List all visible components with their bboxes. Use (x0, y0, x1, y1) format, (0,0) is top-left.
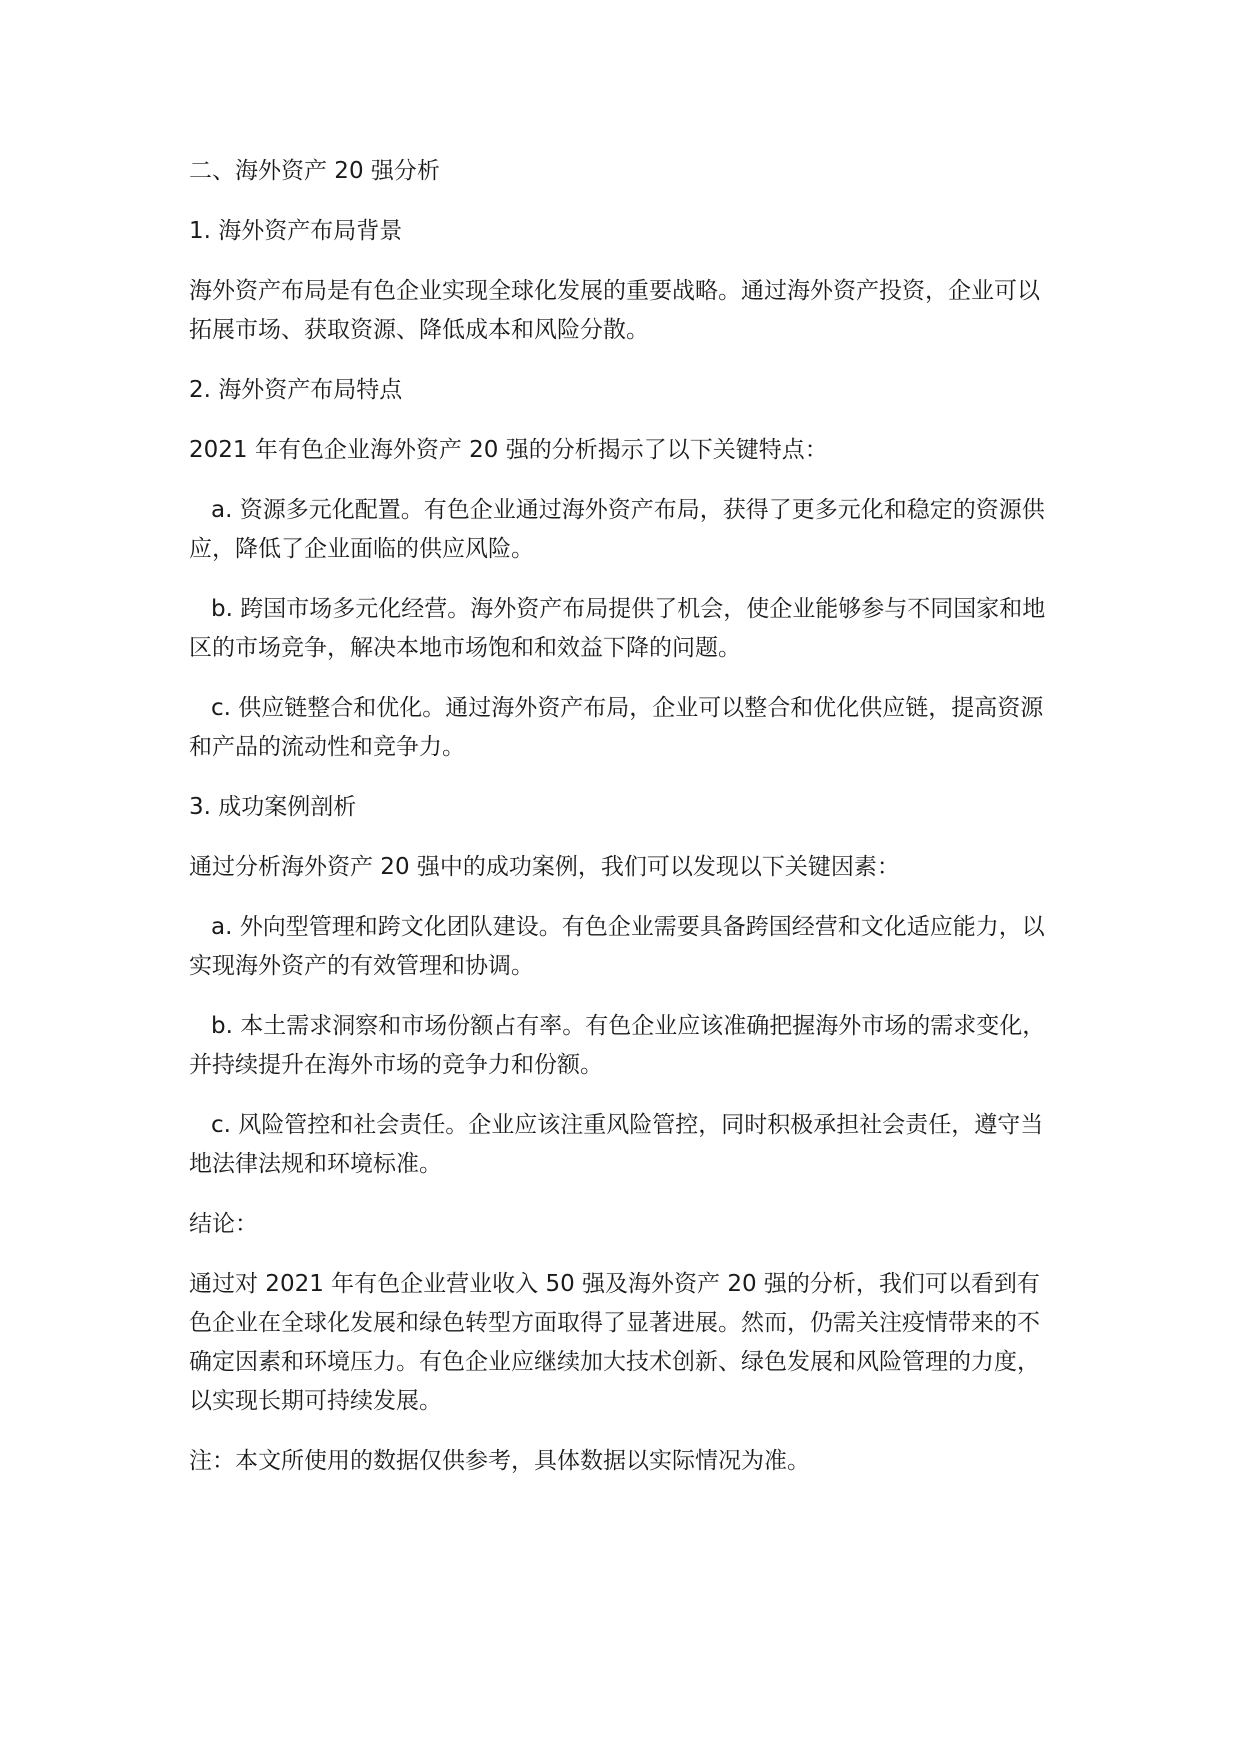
section-title: 二、海外资产 20 强分析 (189, 158, 440, 184)
sub3-heading: 3. 成功案例剖析 (189, 794, 357, 820)
note: 注：本文所使用的数据仅供参考，具体数据以实际情况为准。 (189, 1448, 810, 1474)
sub1-heading: 1. 海外资产布局背景 (189, 218, 403, 244)
sub3-intro: 通过分析海外资产 20 强中的成功案例，我们可以发现以下关键因素： (189, 854, 900, 880)
sub3-item-c: c. 风险管控和社会责任。企业应该注重风险管控，同时积极承担社会责任，遵守当地法律法规和环境标准。 (189, 1112, 1044, 1177)
sub2-item-a: a. 资源多元化配置。有色企业通过海外资产布局，获得了更多元化和稳定的资源供应，降低了企业面临的供应风险。 (189, 497, 1045, 562)
sub3-item-b: b. 本土需求洞察和市场份额占有率。有色企业应该准确把握海外市场的需求变化，并持续提升在海外市场的竞争力和份额。 (189, 1013, 1046, 1078)
conclusion-paragraph: 通过对 2021 年有色企业营业收入 50 强及海外资产 20 强的分析，我们可以看到有色企业在全球化发展和绿色转型方面取得了显著进展。然而，仍需关注疫情带来的不确定因素和环境压力。有色企业应继续加大技术创新、绿色发展和风险管理的力度，以实现长期可持续发展。 (189, 1271, 1040, 1414)
sub1-paragraph: 海外资产布局是有色企业实现全球化发展的重要战略。通过海外资产投资，企业可以拓展市场、获取资源、降低成本和风险分散。 (189, 278, 1040, 343)
document-body (189, 152, 1049, 1502)
sub2-item-c: c. 供应链整合和优化。通过海外资产布局，企业可以整合和优化供应链，提高资源和产品的流动性和竞争力。 (189, 695, 1044, 760)
sub2-heading: 2. 海外资产布局特点 (189, 377, 403, 403)
sub3-item-a: a. 外向型管理和跨文化团队建设。有色企业需要具备跨国经营和文化适应能力，以实现海外资产的有效管理和协调。 (189, 914, 1045, 979)
conclusion-heading: 结论： (189, 1211, 258, 1237)
sub2-intro: 2021 年有色企业海外资产 20 强的分析揭示了以下关键特点： (189, 437, 828, 463)
sub2-item-b: b. 跨国市场多元化经营。海外资产布局提供了机会，使企业能够参与不同国家和地区的市场竞争，解决本地市场饱和和效益下降的问题。 (189, 596, 1046, 661)
